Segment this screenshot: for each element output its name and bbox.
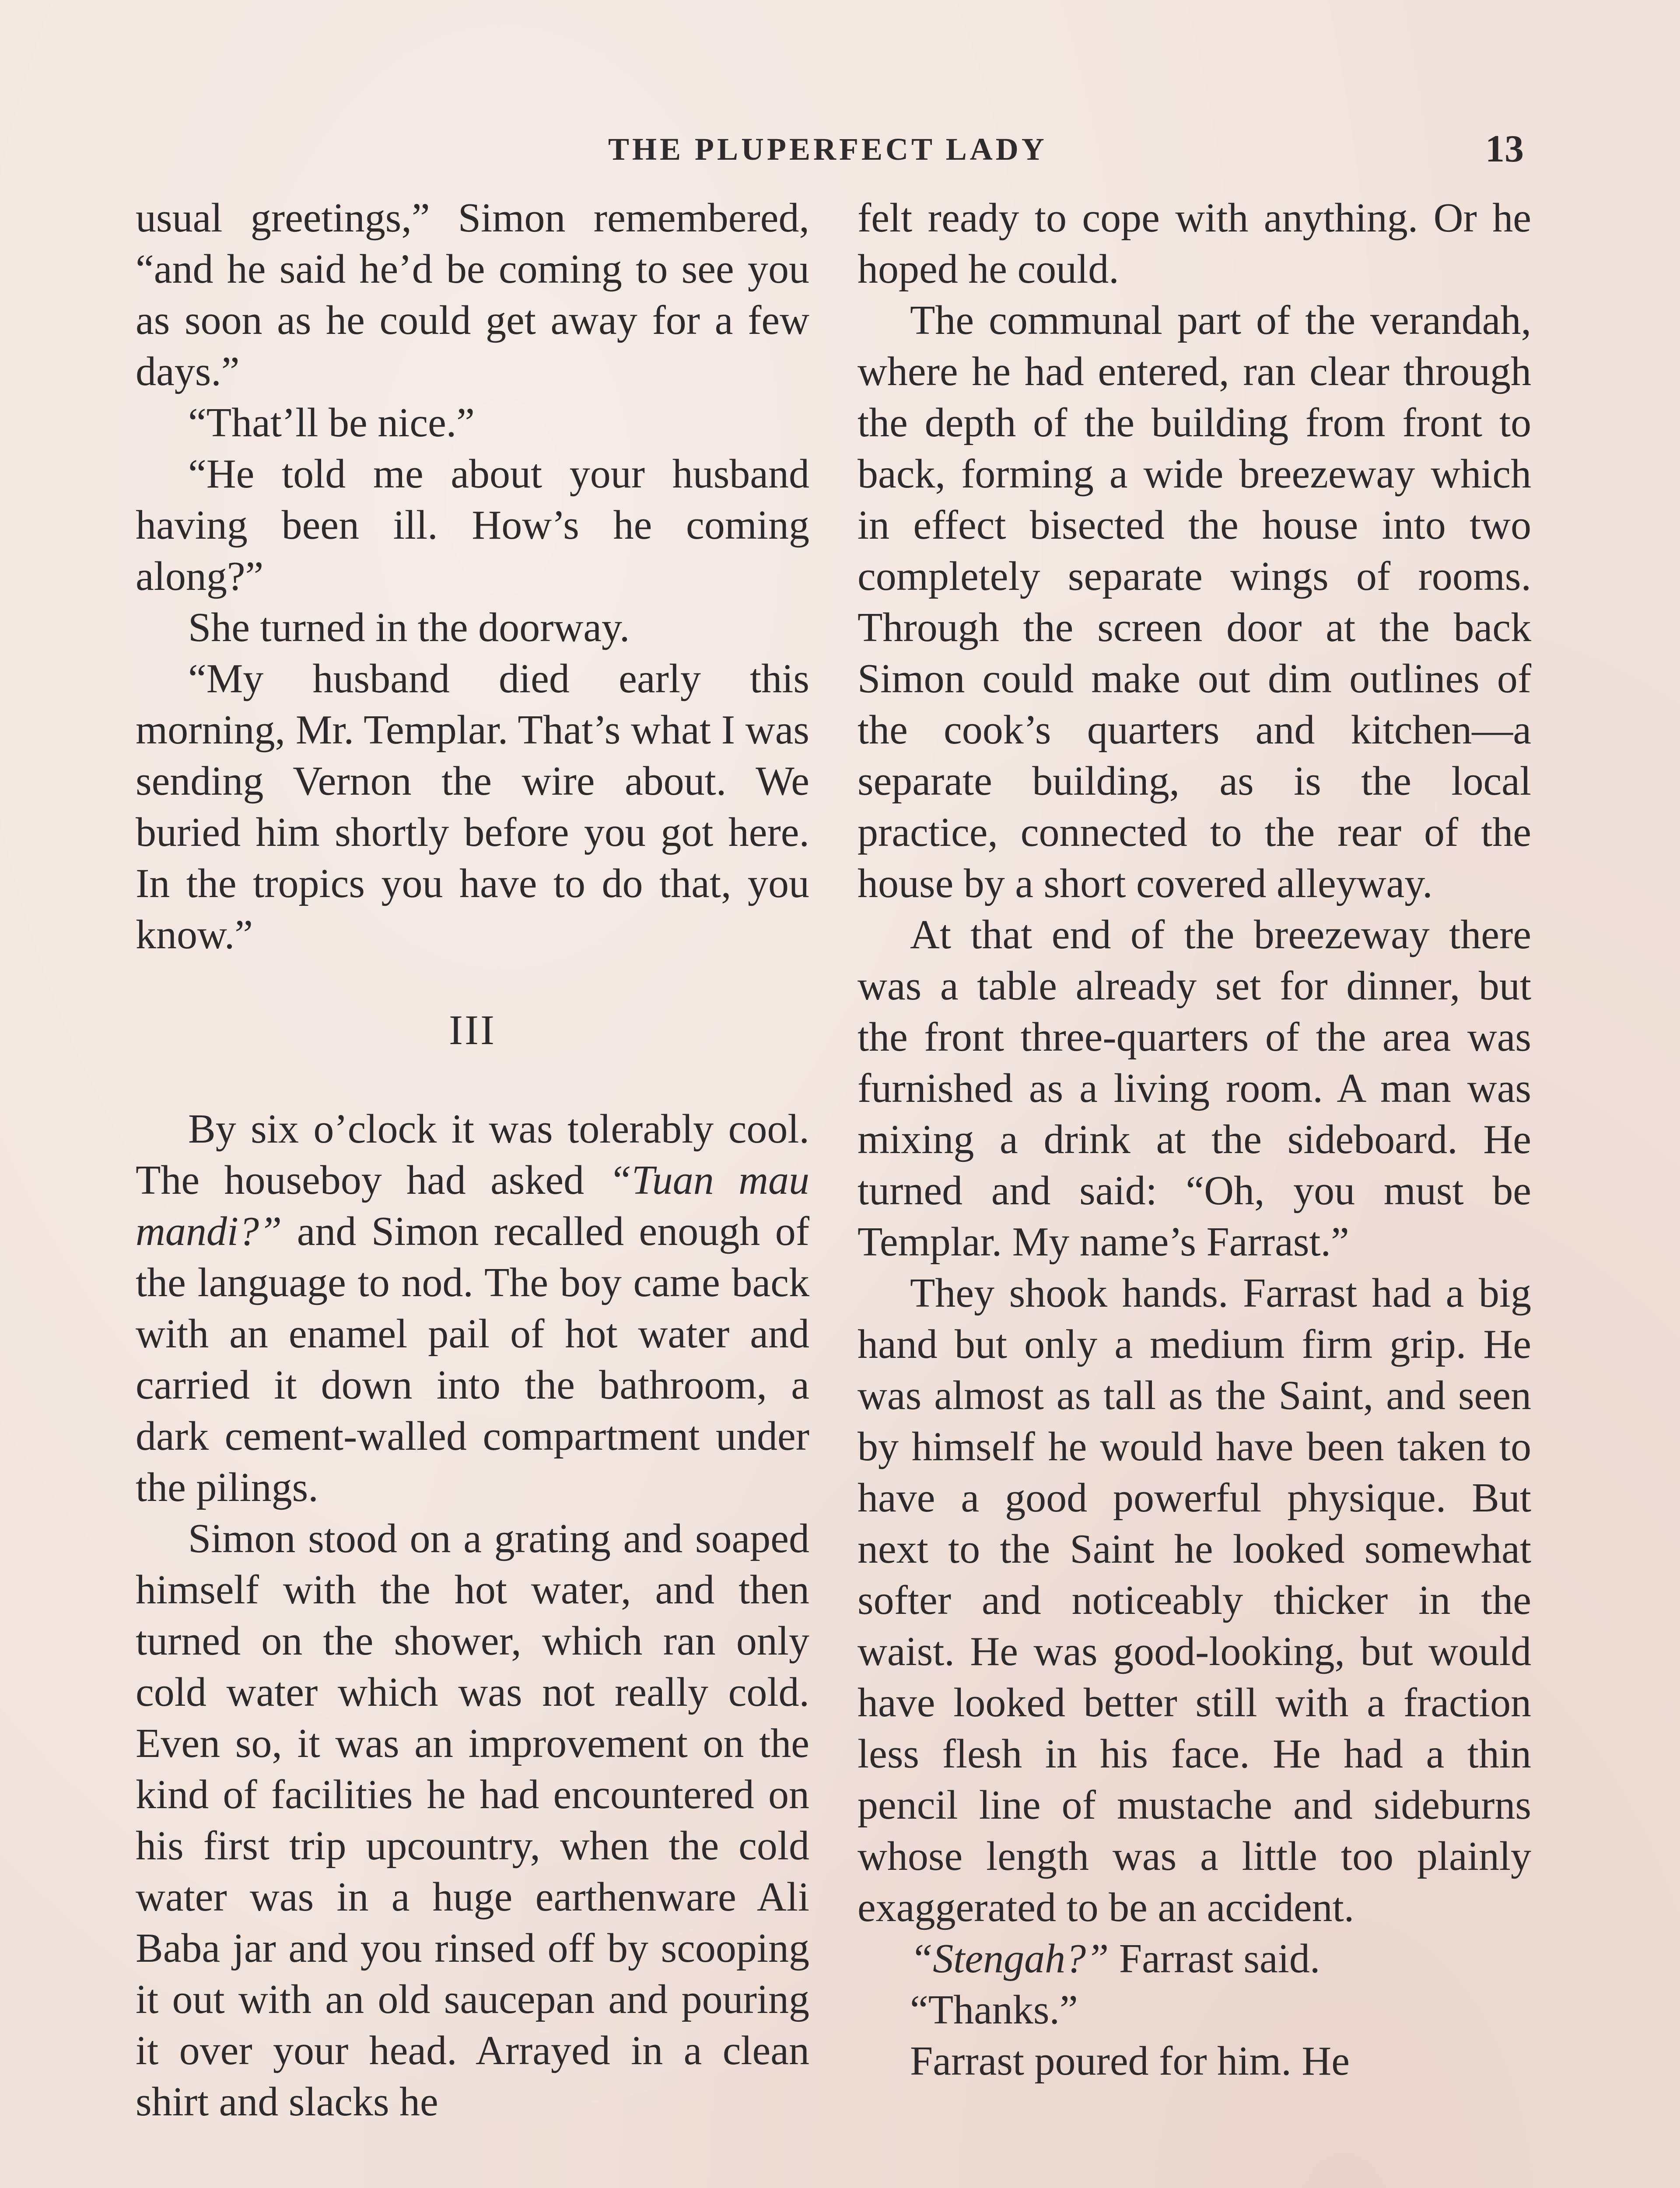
paragraph: Farrast poured for him. He [910, 2038, 1350, 2084]
paragraph: At that end of the breezeway there was a table already set for dinner, but the front three-quarters of the area was furnished as a living room. A man was mixing a drink at the sideboard. He turned and said: “Oh, you must be Templar. My name’s Farrast.” [858, 912, 1531, 1265]
section-heading: III [449, 1006, 496, 1053]
paragraph: Simon stood on a grating and soaped himself with the hot water, and then turned on the shower, which ran only cold water which was not really cold. Even so, it was an improvement on the kind of facilities he had encountered on his first trip upcountry, when the cold water was in a huge earthenware Ali Baba jar and you rinsed off by scooping it out with an old saucepan and pouring it over your head. Arrayed in a clean shirt and slacks he [136, 1516, 809, 2125]
running-title: THE PLUPERFECT LADY [608, 132, 1047, 167]
paragraph [858, 1933, 1531, 1985]
page-number: 13 [1485, 128, 1524, 170]
paragraph-text: and Simon recalled enough of the language to nod. The boy came back with an enamel pail of hot water and carried it down into the bathroom, a dark cement-walled compartment under the pilings. [136, 1209, 809, 1510]
paragraph: “Thanks.” [910, 1987, 1078, 2033]
paragraph: The communal part of the verandah, where he had entered, ran clear through the depth of the building from front to back, forming a wide breezeway which in effect bisected the house into two completely separate wings of rooms. Through the screen door at the back Simon could make out dim outlines of the cook’s quarters and kitchen—a separate building, as is the local practice, connected to the rear of the house by a short covered alleyway. [858, 298, 1531, 906]
paragraph-text: By six o’clock it was tolerably cool. The houseboy had asked [136, 1106, 809, 1203]
paragraph: “My husband died early this morning, Mr. Templar. That’s what I was sending Vernon the wire about. We buried him shortly before you got here. In the tropics you have to do that, you know.” [136, 656, 809, 957]
paragraph-text: Farrast said. [1109, 1936, 1320, 1981]
paragraph [136, 1104, 809, 1513]
paragraph: “That’ll be nice.” [188, 400, 475, 445]
right-column [858, 193, 1531, 2087]
paragraph: usual greetings,” Simon remembered, “and he said he’d be coming to see you as soon as he could get away for a few days.” [136, 195, 809, 394]
italic-phrase: “Tuan mau mandi?” [136, 1157, 809, 1254]
paragraph: “He told me about your husband having been ill. How’s he coming along?” [136, 451, 809, 599]
paragraph: felt ready to cope with anything. Or he hoped he could. [858, 195, 1531, 292]
italic-phrase: “Stengah?” [910, 1936, 1109, 1981]
paragraph: She turned in the doorway. [188, 605, 630, 650]
left-column [136, 193, 809, 2128]
paragraph: They shook hands. Farrast had a big hand but only a medium firm grip. He was almost as tall as the Saint, and seen by himself he would have been taken to have a good powerful physique. But next to the Saint he looked somewhat softer and noticeably thicker in the waist. He was good-looking, but would have looked better still with a fraction less flesh in his face. He had a thin pencil line of mustache and sideburns whose length was a little too plainly exaggerated to be an accident. [858, 1270, 1531, 1930]
